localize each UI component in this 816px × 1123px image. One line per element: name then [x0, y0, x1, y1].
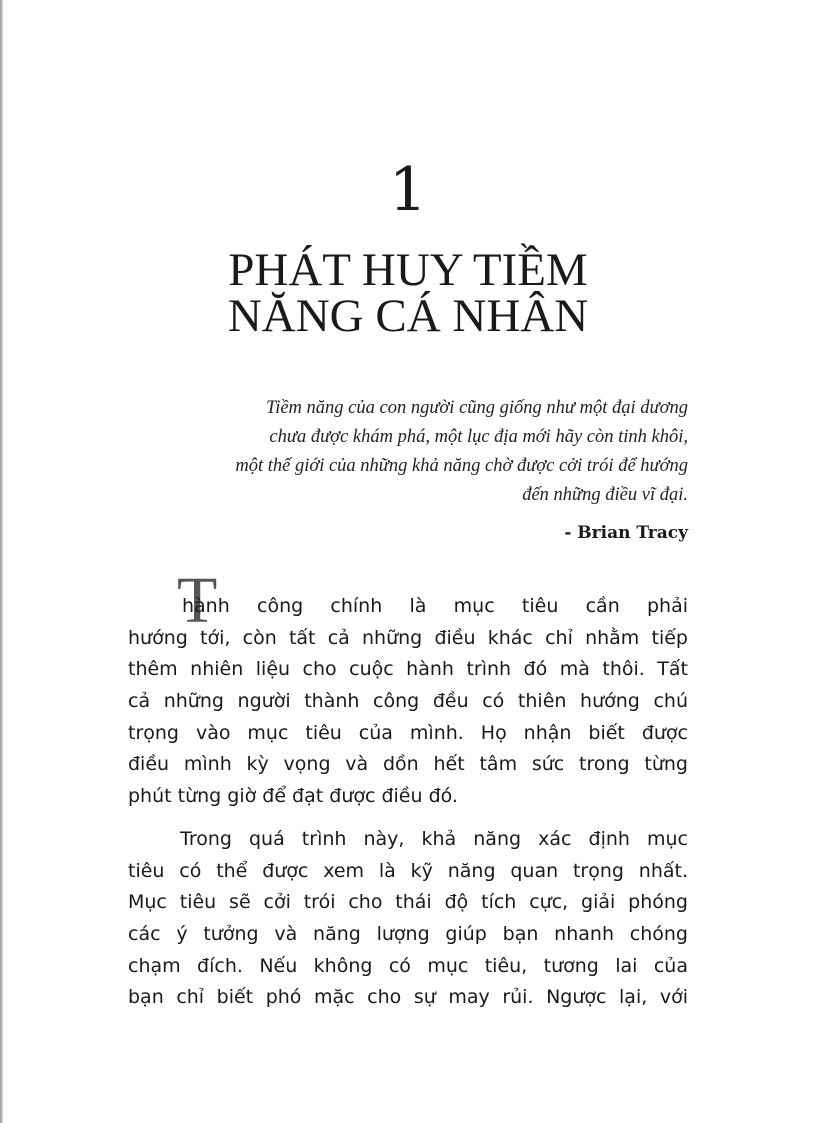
chapter-number: 1 — [388, 155, 428, 225]
epigraph-line: chưa được khám phá, một lục địa mới hãy còn tinh khôi, — [269, 427, 688, 447]
paragraph-line: thêm nhiên liệu cho cuộc hành trình đó mà thôi. Tất — [128, 658, 688, 681]
body-paragraph-1 — [128, 591, 688, 813]
chapter-title — [0, 244, 816, 342]
epigraph-quote — [128, 394, 688, 510]
body-paragraph-2 — [128, 824, 688, 1014]
paragraph-line: các ý tưởng và năng lượng giúp bạn nhanh chóng — [128, 923, 688, 946]
paragraph-line: hướng tới, còn tất cả những điều khác chỉ nhằm tiếp — [128, 626, 688, 649]
paragraph-line: hành công chính là mục tiêu cần phải — [182, 595, 688, 617]
paragraph-line: tiêu có thể được xem là kỹ năng quan trọng nhất. — [128, 859, 688, 882]
epigraph-line: một thế giới của những khả năng chờ được cởi trói để hướng — [235, 456, 688, 476]
paragraph-line: bạn chỉ biết phó mặc cho sự may rủi. Ngược lại, với — [128, 986, 688, 1009]
epigraph-line: đến những điều vĩ đại. — [522, 485, 688, 505]
chapter-title-line-1: PHÁT HUY TIỀM — [228, 244, 588, 296]
drop-cap-letter: T — [177, 564, 218, 637]
paragraph-line: Trong quá trình này, khả năng xác định mục — [180, 828, 688, 850]
paragraph-line: cả những người thành công đều có thiên hướng chú — [128, 690, 688, 713]
chapter-title-line-2: NĂNG CÁ NHÂN — [227, 290, 589, 342]
paragraph-line: trọng vào mục tiêu của mình. Họ nhận biết được — [128, 721, 688, 744]
paragraph-line: phút từng giờ để đạt được điều đó. — [128, 785, 458, 808]
paragraph-line: Mục tiêu sẽ cởi trói cho thái độ tích cực, giải phóng — [128, 891, 688, 914]
paragraph-line: điều mình kỳ vọng và dồn hết tâm sức trong từng — [128, 753, 688, 776]
epigraph-line: Tiềm năng của con người cũng giống như một đại dương — [265, 398, 688, 418]
paragraph-line: chạm đích. Nếu không có mục tiêu, tương lai của — [128, 954, 688, 977]
epigraph-attribution: - Brian Tracy — [564, 523, 688, 543]
